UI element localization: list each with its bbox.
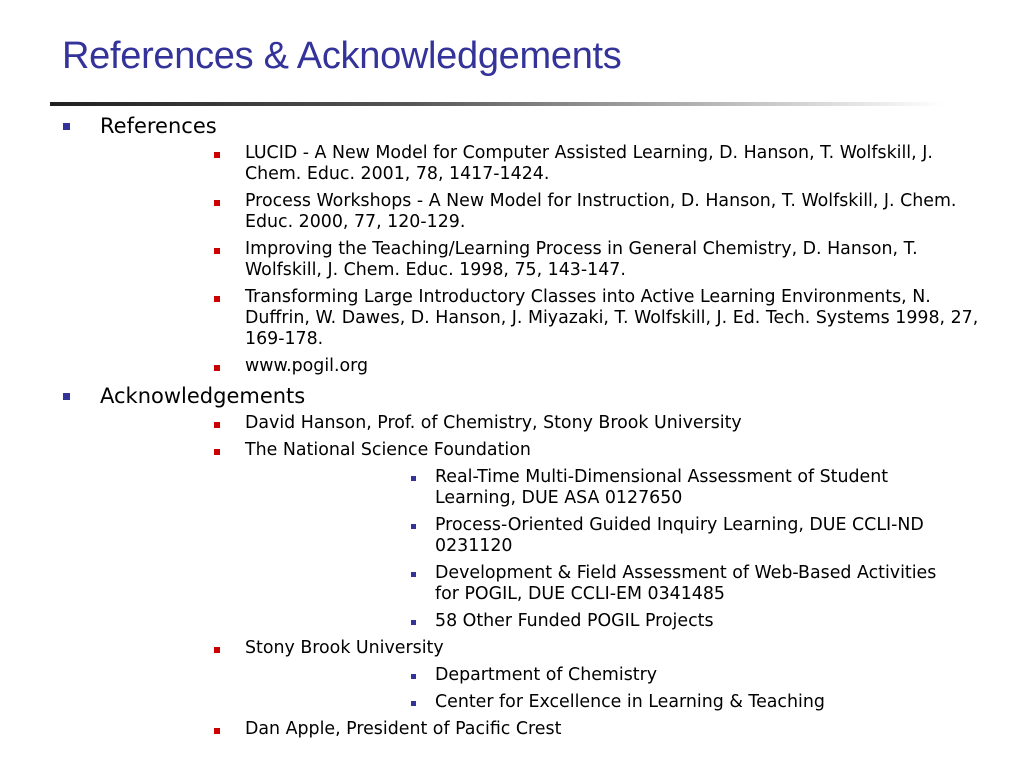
acknowledgement-item xyxy=(100,413,1024,434)
bullet-list xyxy=(0,113,1024,740)
grant-item xyxy=(245,611,994,632)
reference-text: LUCID - A New Model for Computer Assisted Learning, D. Hanson, T. Wolfskill, J. Chem. Educ. 2001, 78, 1417-1424. xyxy=(245,143,933,184)
section-references xyxy=(0,113,1024,377)
square-bullet-icon xyxy=(214,152,220,158)
acknowledgement-item xyxy=(100,638,1024,713)
acknowledgement-item xyxy=(100,440,1024,632)
grant-item xyxy=(245,515,994,557)
square-bullet-icon xyxy=(411,701,416,706)
unit-item xyxy=(245,692,994,713)
reference-url: www.pogil.org xyxy=(245,356,369,376)
square-bullet-icon xyxy=(214,296,220,302)
nsf-grants-list xyxy=(245,467,994,632)
reference-item xyxy=(100,287,1024,350)
acknowledgement-item xyxy=(100,719,1024,740)
title-divider xyxy=(50,102,944,106)
reference-text: Transforming Large Introductory Classes into Active Learning Environments, N. Duffrin, W. Dawes, D. Hanson, J. Miyazaki, T. Wolfskill, J. Ed. Tech. Systems 1998, 27, 169-178. xyxy=(245,287,979,349)
unit-text: Department of Chemistry xyxy=(435,665,658,685)
acknowledgement-text: Stony Brook University xyxy=(245,638,444,658)
reference-text: Process Workshops - A New Model for Instruction, D. Hanson, T. Wolfskill, J. Chem. Educ. 2000, 77, 120-129. xyxy=(245,191,957,232)
reference-item xyxy=(100,143,1024,185)
stony-brook-units-list xyxy=(245,665,994,713)
square-bullet-icon xyxy=(214,365,220,371)
square-bullet-icon xyxy=(214,248,220,254)
square-bullet-icon xyxy=(411,476,416,481)
reference-text: Improving the Teaching/Learning Process in General Chemistry, D. Hanson, T. Wolfskill, J. Chem. Educ. 1998, 75, 143-147. xyxy=(245,239,918,280)
unit-item xyxy=(245,665,994,686)
acknowledgements-list xyxy=(100,413,1024,740)
unit-text: Center for Excellence in Learning & Teaching xyxy=(435,692,825,712)
square-bullet-icon xyxy=(214,728,220,734)
grant-text: Real-Time Multi-Dimensional Assessment of Student Learning, DUE ASA 0127650 xyxy=(435,467,889,508)
square-bullet-icon xyxy=(214,422,220,428)
square-bullet-icon xyxy=(411,620,416,625)
section-heading: Acknowledgements xyxy=(100,384,306,408)
reference-item xyxy=(100,239,1024,281)
grant-item xyxy=(245,563,994,605)
grant-text: 58 Other Funded POGIL Projects xyxy=(435,611,714,631)
grant-item xyxy=(245,467,994,509)
square-bullet-icon xyxy=(214,449,220,455)
acknowledgement-text: David Hanson, Prof. of Chemistry, Stony Brook University xyxy=(245,413,742,433)
section-heading: References xyxy=(100,114,217,138)
reference-item xyxy=(100,191,1024,233)
grant-text: Process-Oriented Guided Inquiry Learning, DUE CCLI-ND 0231120 xyxy=(435,515,924,556)
square-bullet-icon xyxy=(411,524,416,529)
square-bullet-icon xyxy=(411,572,416,577)
slide-body xyxy=(0,113,1024,746)
square-bullet-icon xyxy=(214,200,220,206)
square-bullet-icon xyxy=(214,647,220,653)
square-bullet-icon xyxy=(63,123,70,130)
section-acknowledgements xyxy=(0,383,1024,740)
grant-text: Development & Field Assessment of Web-Based Activities for POGIL, DUE CCLI-EM 0341485 xyxy=(435,563,937,604)
acknowledgement-text: The National Science Foundation xyxy=(245,440,531,460)
acknowledgement-text: Dan Apple, President of Pacific Crest xyxy=(245,719,562,739)
slide-title: References & Acknowledgements xyxy=(62,35,622,77)
references-list xyxy=(100,143,1024,377)
reference-item xyxy=(100,356,1024,377)
square-bullet-icon xyxy=(411,674,416,679)
square-bullet-icon xyxy=(63,393,70,400)
